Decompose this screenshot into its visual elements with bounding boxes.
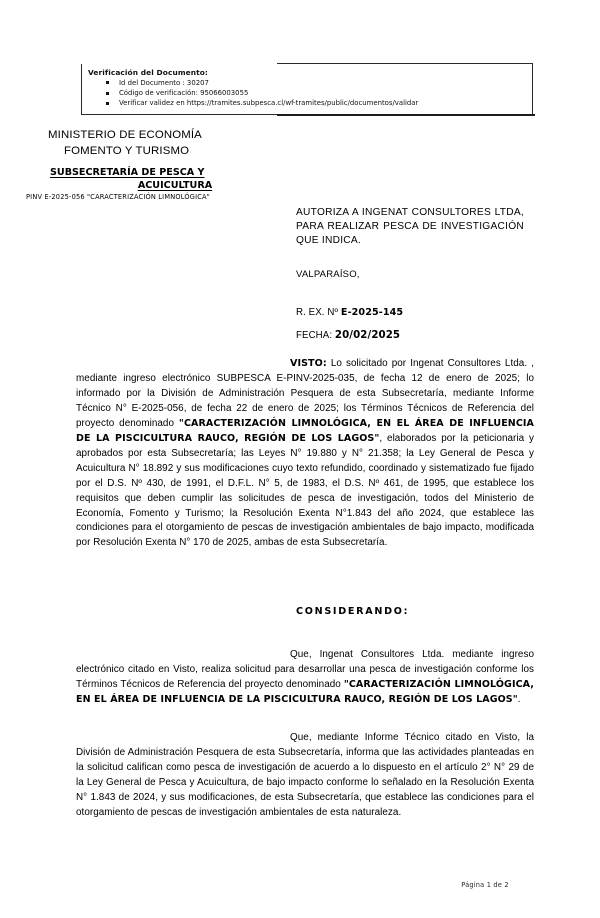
ministry-line-2: FOMENTO Y TURISMO <box>64 144 190 157</box>
visto-text-2: , elaborados por la peticionaria y aprobados por esta Subsecretaría; las Leyes N° 19.880 y N° 21.358; la Ley General de Pesca y Acuicultura N° 18.892 y sus modificaciones cuyo texto refundido, coordinado y sistematizado fue fijado por el D.S. Nº 430, de 1991, el D.F.L. N° 5, de 1983, el D.S. Nº 461, de 1995, que establece los requisitos que deben cumplir las solicitudes de pesca de investigación, todos del Ministerio de Economía, Fomento y Turismo; la Resolución Exenta N°1.843 del año 2024, que establece las condiciones para el otorgamiento de pescas de investigación ambientales de bajo impacto, modificada por Resolución Exenta N° 170 de 2025, ambas de esta Subsecretaría. <box>76 432 534 549</box>
resolution-date-label: FECHA: <box>296 330 333 341</box>
bullet-icon <box>106 81 109 84</box>
resolution-date-value: 20/02/2025 <box>334 330 401 341</box>
project-reference: PINV E-2025-056 "CARACTERIZACIÓN LIMNOLÓGICA" <box>26 193 210 201</box>
visto-keyword: VISTO: <box>290 358 327 369</box>
considerando-project-title-1: "CARACTERIZACIÓN LIMNOLÓGICA, EN EL ÁREA DE INFLUENCIA DE LA PISCICULTURA RAUCO, REGIÓN DE LOS LAGOS" <box>76 678 534 705</box>
verification-item-document-id <box>88 78 526 88</box>
verification-item-code <box>88 88 526 98</box>
subsecretary-line-2: ACUICULTURA <box>137 180 213 191</box>
considerando-text-2: Que, mediante Informe Técnico citado en Visto, la División de Administración Pesquera de esta Subsecretaría, informa que las actividades planteadas en la solicitud califican como pesca de investigación de acuerdo a lo dispuesto en el artículo 2° N° 29 de la Ley General de Pesca y Acuicultura, de bajo impacto conforme lo señalado en la Resolución Exenta N° 1.843 de 2024, y sus modificaciones, de esta Subsecretaría, que establece las condiciones para el otorgamiento de pescas de investigación ambientales de esta naturaleza. <box>76 732 534 818</box>
verification-item-text: Id del Documento : 30207 <box>119 79 209 87</box>
visto-paragraph <box>76 357 534 551</box>
considerando-paragraph-1 <box>76 648 534 708</box>
page-number: Página 1 de 2 <box>461 881 509 889</box>
verification-item-url <box>88 98 526 108</box>
considerando-section-2 <box>76 731 534 821</box>
bullet-icon <box>106 92 109 95</box>
considerando-heading: CONSIDERANDO: <box>296 606 410 617</box>
visto-section <box>76 357 534 551</box>
verification-list <box>88 78 526 109</box>
verification-item-text: Verificar validez en https://tramites.subpesca.cl/wf-tramites/public/documentos/validar <box>119 99 419 108</box>
subsecretary-title <box>46 166 296 192</box>
verification-item-text: Código de verificación: 95066003055 <box>119 89 249 98</box>
resolution-number-line <box>296 307 403 318</box>
considerando-paragraph-2 <box>76 731 534 821</box>
page-footer <box>0 874 600 892</box>
issue-place: VALPARAÍSO, <box>296 269 360 280</box>
considerando-text-1a: Que, Ingenat Consultores Ltda. mediante ingreso electrónico citado en Visto, realiza solicitud para desarrollar una pesca de investigación conforme los Términos Técnicos de Referencia del proyecto denominado <box>76 649 534 690</box>
resolution-subject: AUTORIZA A INGENAT CONSULTORES LTDA, PARA REALIZAR PESCA DE INVESTIGACIÓN QUE INDICA. <box>296 207 524 247</box>
subsecretary-line-1: SUBSECRETARÍA DE PESCA Y <box>50 167 205 178</box>
ministry-line-1: MINISTERIO DE ECONOMÍA <box>48 129 202 141</box>
letterhead <box>46 128 296 192</box>
considerando-text-1b: . <box>517 693 521 705</box>
bullet-icon <box>106 102 109 105</box>
verification-title: Verificación del Documento: <box>88 68 208 77</box>
visto-text-1: Lo solicitado por Ingenat Consultores Ltda. , mediante ingreso electrónico SUBPESCA E-PINV-2025-035, de fecha 12 de enero de 2025; lo informado por la División de Administración Pesquera de esta Subsecretaría, mediante Informe Técnico N° E-2025-056, de fecha 22 de enero de 2025; los Términos Técnicos de Referencia del proyecto denominado <box>76 358 534 429</box>
resolution-number-label: R. EX. Nº <box>296 307 339 318</box>
resolution-date-line <box>296 330 400 341</box>
resolution-number-value: E-2025-145 <box>340 307 404 318</box>
visto-project-title: "CARACTERIZACIÓN LIMNOLÓGICA, EN EL ÁREA DE INFLUENCIA DE LA PISCICULTURA RAUCO, REGIÓN DE LOS LAGOS" <box>76 417 535 444</box>
document-verification-box <box>81 63 533 115</box>
considerando-section-1 <box>76 648 534 708</box>
